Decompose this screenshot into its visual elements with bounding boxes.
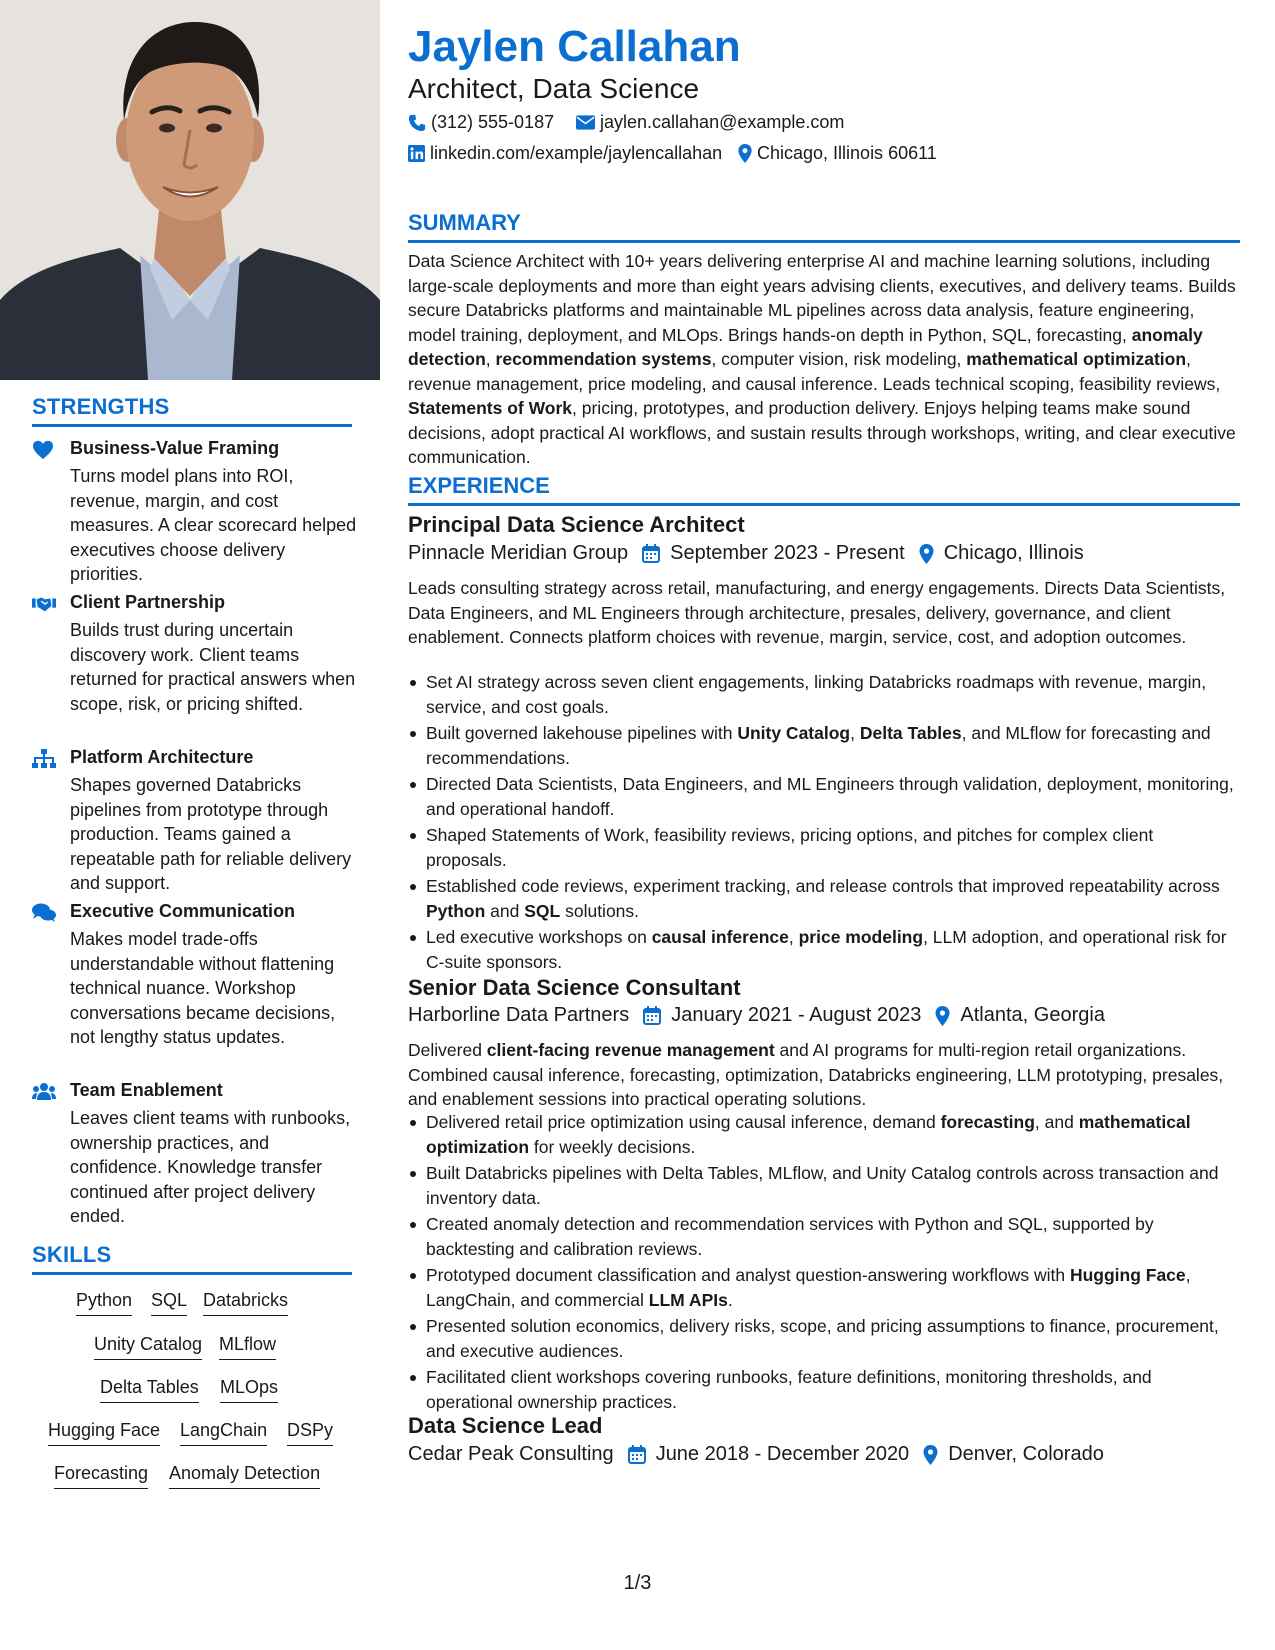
bullet-item: Shaped Statements of Work, feasibility reviews, pricing options, and pitches for complex client proposals. (408, 823, 1238, 872)
bullet-item: Built Databricks pipelines with Delta Tables, MLflow, and Unity Catalog controls across transaction and inventory data. (408, 1161, 1238, 1210)
summary-part: Data Science Architect with 10+ years delivering enterprise AI and machine learning solutions, including large-scale deployments and more than eight years advising clients, executives, and delivery teams. Builds secure Databricks platforms and maintainable ML pipelines across data analysis, feature engineering, model training, deployment, and MLOps. Brings hands-on depth in Python, SQL, forecasting, (408, 251, 1236, 345)
bullet-bold: Hugging Face (1069, 1265, 1186, 1285)
sidebar (0, 0, 380, 1650)
bullet-item: Directed Data Scientists, Data Engineers, and ML Engineers through validation, deployment, monitoring, and operational handoff. (408, 772, 1238, 821)
summary-bold: anomaly detection (408, 324, 1203, 369)
map-pin-icon (919, 544, 934, 564)
comments-icon (32, 903, 56, 923)
summary-heading: SUMMARY (408, 210, 1240, 243)
bullet-part: Led executive workshops on (426, 927, 652, 947)
skill-tag: MLOps (220, 1377, 278, 1403)
skill-tag: LangChain (180, 1420, 267, 1446)
job-location: Denver, Colorado (948, 1443, 1104, 1465)
intro-bold: client-facing revenue management (486, 1040, 775, 1060)
bullet-part: . (727, 1289, 733, 1310)
calendar-icon (643, 1006, 661, 1025)
map-pin-icon (923, 1445, 938, 1465)
strength-title: Client Partnership (70, 592, 226, 612)
job-location: Atlanta, Georgia (960, 1004, 1105, 1026)
skill-tag: Python (76, 1290, 132, 1316)
bullet-part: Established code reviews, experiment tracking, and release controls that improved repeatability across (426, 876, 1220, 896)
bullet-bold: Delta Tables (859, 723, 962, 743)
job-meta (408, 1004, 1105, 1027)
bullet-bold: LLM APIs (648, 1289, 728, 1310)
summary-part: , revenue management, price modeling, and causal inference. Leads technical scoping, feasibility reviews, (408, 349, 1221, 394)
bullet-bold: forecasting (940, 1112, 1035, 1132)
skill-tag: MLflow (219, 1334, 276, 1360)
profile-photo (0, 0, 380, 380)
contact-linkedin[interactable] (408, 143, 722, 164)
bullet-bold: SQL (524, 900, 561, 921)
location-text: Chicago, Illinois 60611 (757, 143, 937, 163)
intro-part: and AI programs for multi-region retail organizations. Combined causal inference, forecasting, optimization, Databricks engineering, LLM prototyping, presales, and enablement sessions into practical operating solutions. (408, 1040, 1224, 1109)
calendar-icon (642, 544, 660, 563)
email-address: jaylen.callahan@example.com (600, 112, 845, 132)
bullet-part: , (850, 723, 860, 743)
bullet-item (408, 1110, 1238, 1159)
bullet-item (408, 1263, 1238, 1312)
bullet-item: Presented solution economics, delivery risks, scope, and pricing assumptions to finance, procurement, and executive audiences. (408, 1314, 1238, 1363)
job-title: Senior Data Science Consultant (408, 975, 741, 1000)
envelope-icon (576, 115, 595, 130)
job-bullets (408, 1110, 1238, 1416)
bullet-part: solutions. (560, 900, 640, 921)
bullet-part: and (485, 900, 525, 921)
job-intro (408, 1038, 1238, 1112)
job-meta (408, 542, 1084, 565)
strengths-heading: STRENGTHS (32, 394, 352, 427)
bullet-bold: Unity Catalog (737, 723, 851, 743)
summary-part: , (485, 349, 496, 369)
bullet-bold: mathematical optimization (426, 1112, 1191, 1157)
strength-title: Business-Value Framing (70, 438, 280, 458)
bullet-part: Delivered retail price optimization using causal inference, demand (426, 1112, 941, 1132)
bullet-item (408, 874, 1238, 923)
contact-phone[interactable] (408, 112, 554, 133)
map-pin-icon (935, 1006, 950, 1026)
bullet-bold: causal inference (651, 927, 789, 947)
summary-bold: Statements of Work (408, 398, 573, 418)
bullet-part: Built governed lakehouse pipelines with (426, 723, 738, 743)
strength-body: Shapes governed Databricks pipelines from prototype through production. Teams gained a repeatable path for reliable delivery and support. (70, 775, 352, 893)
map-pin-icon (738, 144, 752, 163)
strength-title: Platform Architecture (70, 747, 254, 767)
skills-heading: SKILLS (32, 1242, 352, 1275)
page-number: 1/3 (623, 1572, 652, 1594)
company-name: Harborline Data Partners (408, 1004, 630, 1026)
job-title: Principal Data Science Architect (408, 512, 745, 537)
job-dates: June 2018 - December 2020 (655, 1443, 910, 1465)
bullet-part: , LLM adoption, and operational risk for C-suite sponsors. (426, 927, 1227, 972)
heart-icon (32, 440, 56, 460)
summary-bold: recommendation systems (495, 349, 712, 369)
contact-email[interactable] (576, 112, 844, 133)
skill-tag: DSPy (287, 1420, 333, 1446)
bullet-item: Facilitated client workshops covering runbooks, feature definitions, monitoring thresholds, and operational ownership practices. (408, 1365, 1238, 1414)
bullet-item (408, 721, 1238, 770)
linkedin-icon (408, 145, 425, 162)
phone-number: (312) 555-0187 (431, 112, 555, 132)
strength-title: Team Enablement (70, 1080, 223, 1100)
skill-tag: Unity Catalog (94, 1334, 202, 1360)
job-meta (408, 1443, 1104, 1466)
bullet-item: Created anomaly detection and recommendation services with Python and SQL, supported by backtesting and calibration reviews. (408, 1212, 1238, 1261)
strength-body: Makes model trade-offs understandable without flattening technical nuance. Workshop conversations became decisions, not lengthy status updates. (70, 929, 336, 1047)
users-icon (32, 1082, 56, 1102)
summary-text (408, 249, 1238, 470)
bullet-part: , LangChain, and commercial (426, 1265, 1191, 1310)
experience-heading: EXPERIENCE (408, 473, 1240, 506)
strength-body: Leaves client teams with runbooks, ownership practices, and confidence. Knowledge transfer continued after project delivery ended. (70, 1108, 351, 1226)
intro-part: Delivered (408, 1040, 487, 1060)
summary-part: , computer vision, risk modeling, (711, 349, 967, 369)
bullet-item (408, 925, 1238, 974)
job-title: Data Science Lead (408, 1413, 603, 1438)
company-name: Pinnacle Meridian Group (408, 542, 629, 564)
bullet-part: , and (1034, 1112, 1079, 1132)
candidate-role: Architect, Data Science (408, 73, 700, 104)
bullet-item: Set AI strategy across seven client engagements, linking Databricks roadmaps with revenue, margin, service, and cost goals. (408, 670, 1238, 719)
summary-bold: mathematical optimization (966, 349, 1187, 369)
linkedin-url: linkedin.com/example/jaylencallahan (430, 143, 723, 163)
summary-part: , pricing, prototypes, and production delivery. Enjoys helping teams make sound decisions, adopt practical AI workflows, and sustain results through workshops, writing, and clear executive communication. (408, 398, 1236, 467)
skill-tag: Delta Tables (100, 1377, 199, 1403)
bullet-part: , and MLflow for forecasting and recommendations. (426, 723, 1211, 768)
candidate-name: Jaylen Callahan (408, 22, 741, 71)
job-location: Chicago, Illinois (943, 542, 1084, 564)
bullet-part: for weekly decisions. (529, 1136, 696, 1157)
handshake-icon (32, 594, 56, 614)
portrait-illustration (0, 0, 380, 380)
job-dates: September 2023 - Present (670, 542, 905, 564)
bullet-bold: price modeling (798, 927, 924, 947)
bullet-part: Prototyped document classification and analyst question-answering workflows with (426, 1265, 1070, 1285)
job-bullets (408, 670, 1238, 976)
company-name: Cedar Peak Consulting (408, 1443, 614, 1465)
strength-title: Executive Communication (70, 901, 296, 921)
skill-tag: Anomaly Detection (169, 1463, 320, 1489)
bullet-bold: Python (426, 900, 486, 921)
contact-location (738, 143, 937, 164)
skill-tag: SQL (151, 1290, 187, 1316)
strength-body: Builds trust during uncertain discovery work. Client teams returned for practical answers when scope, risk, or pricing shifted. (70, 620, 356, 714)
skill-tag: Databricks (203, 1290, 288, 1316)
sitemap-icon (32, 749, 56, 769)
bullet-part: , (788, 927, 799, 947)
calendar-icon (628, 1445, 646, 1464)
skill-tag: Forecasting (54, 1463, 148, 1489)
strength-body: Turns model plans into ROI, revenue, margin, and cost measures. A clear scorecard helped executives choose delivery priorities. (70, 466, 357, 584)
phone-icon (408, 114, 426, 132)
job-dates: January 2021 - August 2023 (671, 1004, 922, 1026)
skill-tag: Hugging Face (48, 1420, 160, 1446)
job-intro: Leads consulting strategy across retail, manufacturing, and energy engagements. Directs Data Scientists, Data Engineers, and ML Engineers through architecture, presales, delivery, governance, and client enablement. Connects platform choices with revenue, margin, service, cost, and adoption outcomes. (408, 578, 1226, 647)
